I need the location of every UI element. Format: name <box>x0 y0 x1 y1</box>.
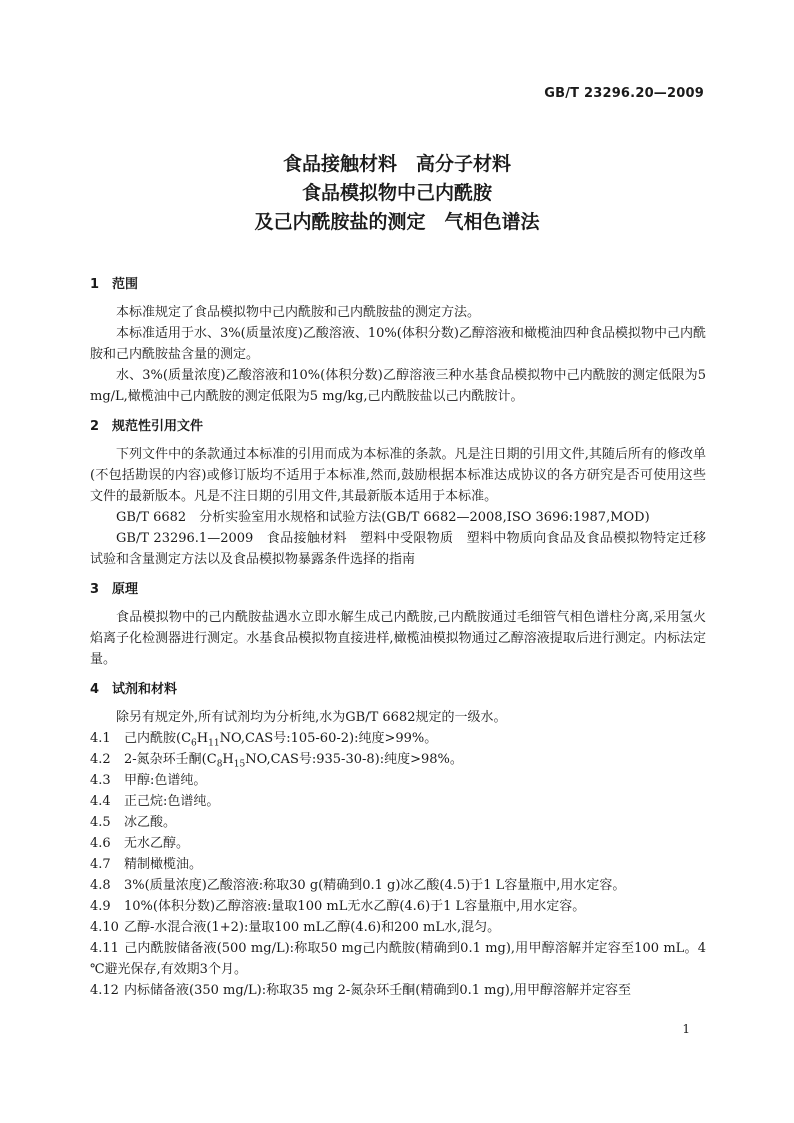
reagent-item: 4.1 己内酰胺($C_6H_{11}NO,CAS$号:105-60-2):纯度>99%。 <box>90 731 438 749</box>
reagent-item: 4.5 冰乙酸。 <box>90 815 177 830</box>
reagent-item: 4.6 无水乙醇。 <box>90 836 190 851</box>
title-line-2: 食品模拟物中己内酰胺 <box>301 182 492 204</box>
reagent-item: 4.8 3%(质量浓度)乙酸溶液:称取30 g(精确到0.1 g)冰乙酸(4.5)于1 L容量瓶中,用水定容。 <box>90 878 626 893</box>
paragraph: 水、3%(质量浓度)乙酸溶液和10%(体积分数)乙醇溶液三种水基食品模拟物中己内酰胺的测定低限为5 mg/L,橄榄油中己内酰胺的测定低限为5 mg/kg,己内酰胺盐以己内酰胺计。 <box>90 368 706 404</box>
reagent-item: 4.10 乙醇-水混合液(1+2):量取100 mL乙醇(4.6)和200 mL水,混匀。 <box>90 920 501 935</box>
reagent-item: 4.11 己内酰胺储备液(500 mg/L):称取50 mg己内酰胺(精确到0.1 mg),用甲醇溶解并定容至100 mL。4 ℃避光保存,有效期3个月。 <box>90 941 706 977</box>
document-body <box>90 274 706 1001</box>
paragraph: 本标准规定了食品模拟物中己内酰胺和己内酰胺盐的测定方法。 <box>116 305 481 320</box>
reference-item: GB/T 23296.1—2009 食品接触材料 塑料中受限物质 塑料中物质向食品及食品模拟物特定迁移试验和含量测定方法以及食品模拟物暴露条件选择的指南 <box>90 531 706 567</box>
section-heading-scope: 1 范围 <box>90 277 139 292</box>
reagent-item: 4.2 2-氮杂环壬酮($C_8H_{15}NO,CAS$号:935-30-8):纯度>98%。 <box>90 752 463 770</box>
reagent-item: 4.3 甲醇:色谱纯。 <box>90 773 207 788</box>
paragraph: 下列文件中的条款通过本标准的引用而成为本标准的条款。凡是注日期的引用文件,其随后所有的修改单(不包括勘误的内容)或修订版均不适用于本标准,然而,鼓励根据本标准达成协议的各方研究是否可使用这些文件的最新版本。凡是不注日期的引用文件,其最新版本适用于本标准。 <box>90 447 706 504</box>
section-heading-reagents: 4 试剂和材料 <box>90 682 178 697</box>
reagent-item: 4.4 正己烷:色谱纯。 <box>90 794 220 809</box>
section-heading-references: 2 规范性引用文件 <box>90 419 204 434</box>
reagent-item: 4.12 内标储备液(350 mg/L):称取35 mg 2-氮杂环壬酮(精确到0.1 mg),用甲醇溶解并定容至 <box>90 983 631 998</box>
standard-code: GB/T 23296.20—2009 <box>544 86 704 101</box>
reagent-item: 4.7 精制橄榄油。 <box>90 857 203 872</box>
reagent-item: 4.9 10%(体积分数)乙醇溶液:量取100 mL无水乙醇(4.6)于1 L容量瓶中,用水定容。 <box>90 899 586 914</box>
paragraph: 本标准适用于水、3%(质量浓度)乙酸溶液、10%(体积分数)乙醇溶液和橄榄油四种食品模拟物中己内酰胺和己内酰胺盐含量的测定。 <box>90 326 706 362</box>
title-line-3: 及己内酰胺盐的测定 气相色谱法 <box>254 211 540 233</box>
paragraph: 食品模拟物中的己内酰胺盐遇水立即水解生成己内酰胺,己内酰胺通过毛细管气相色谱柱分离,采用氢火焰离子化检测器进行测定。水基食品模拟物直接进样,橄榄油模拟物通过乙醇溶液提取后进行测定。内标法定量。 <box>90 610 706 667</box>
paragraph: 除另有规定外,所有试剂均为分析纯,水为GB/T 6682规定的一级水。 <box>116 710 507 725</box>
page-number: 1 <box>682 1022 690 1036</box>
document-title <box>0 150 794 237</box>
title-line-1: 食品接触材料 高分子材料 <box>282 153 511 175</box>
section-heading-principle: 3 原理 <box>90 582 139 597</box>
reference-item: GB/T 6682 分析实验室用水规格和试验方法(GB/T 6682—2008,ISO 3696:1987,MOD) <box>116 510 650 525</box>
